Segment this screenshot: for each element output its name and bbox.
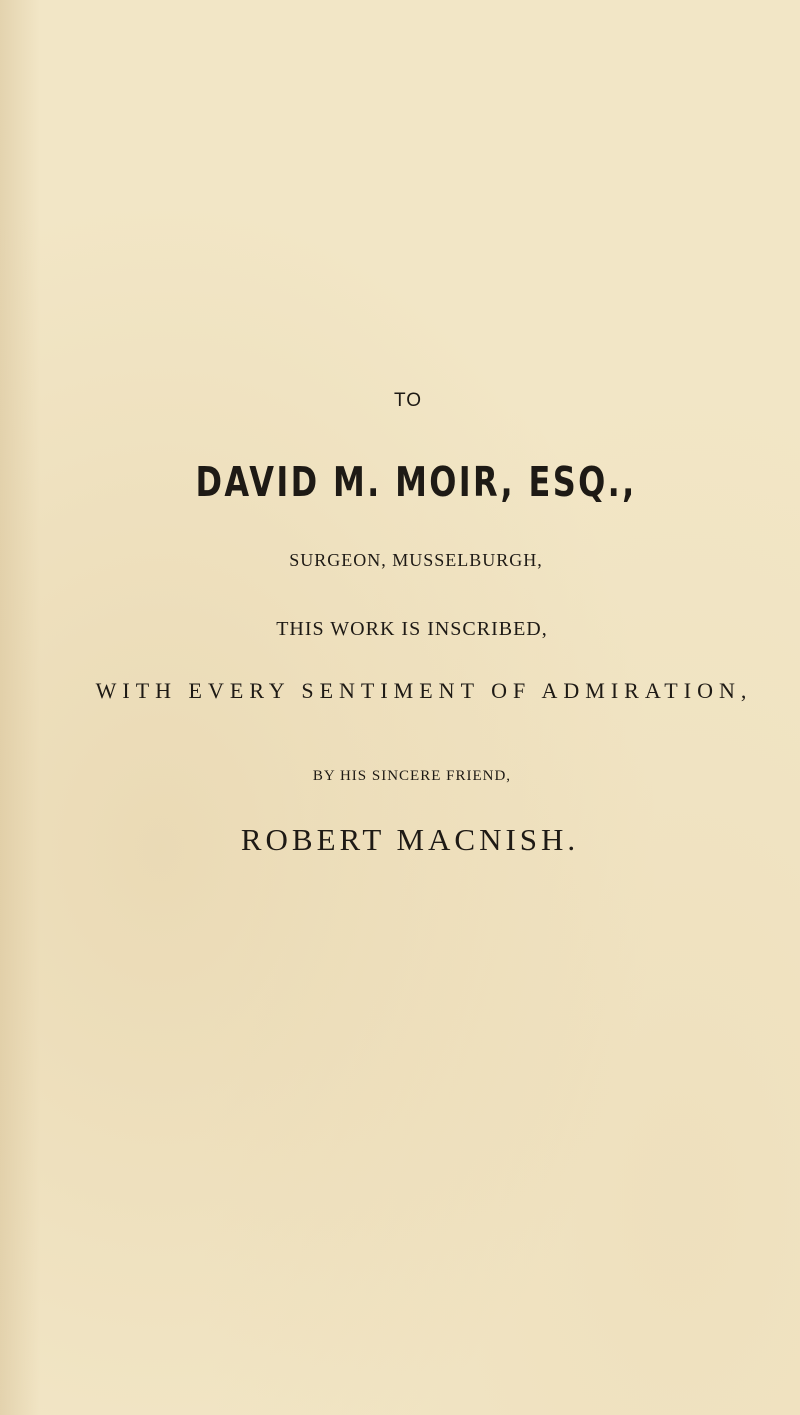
dedicatee-title: SURGEON, MUSSELBURGH, xyxy=(289,550,543,570)
sentiment-line: WITH EVERY SENTIMENT OF ADMIRATION, xyxy=(95,678,753,703)
by-friend-line: BY HIS SINCERE FRIEND, xyxy=(312,768,512,784)
dedicatee-name: DAVID M. MOIR, ESQ., xyxy=(195,458,637,506)
dedication-to: TO xyxy=(393,390,423,411)
inscription-line: THIS WORK IS INSCRIBED, xyxy=(276,618,548,640)
author-name: ROBERT MACNISH. xyxy=(240,822,580,857)
